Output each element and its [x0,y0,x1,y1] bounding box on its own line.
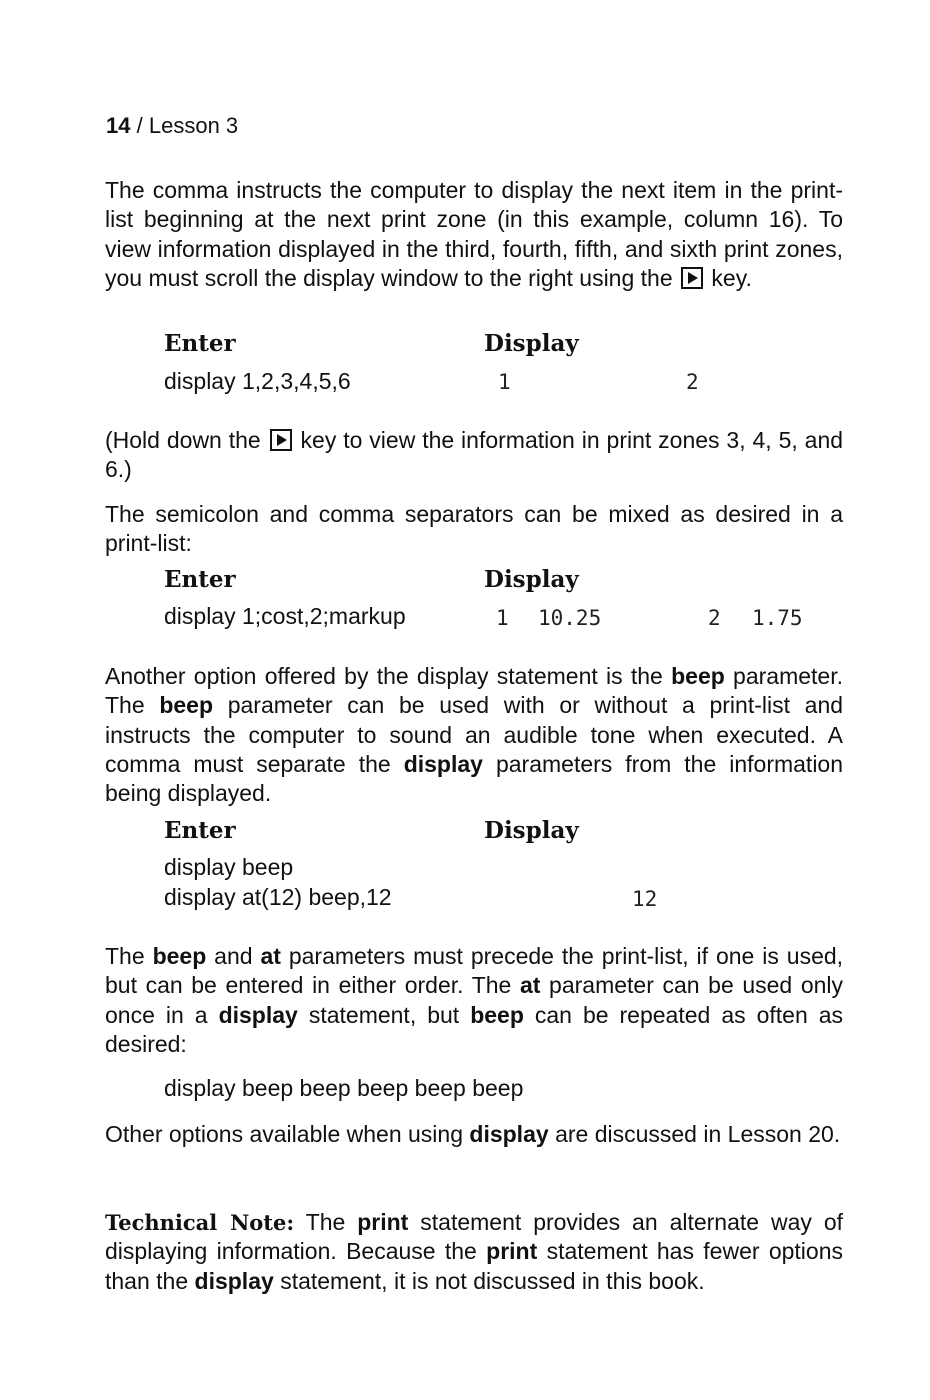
display-output: 1 [496,606,509,630]
keyword: print [486,1238,538,1265]
keyword: beep [470,1001,524,1028]
page-number: 14 [106,113,131,138]
keyword: display [403,750,483,777]
keyword: display [194,1267,274,1294]
paragraph-separators: The semicolon and comma separators can be mixed as desired in a print-list: [105,501,843,557]
paragraph-text: Other options available when using [105,1121,464,1147]
display-output: 2 [708,606,721,630]
example-command: display beep [164,854,294,880]
paragraph-text: key to view the information in print zones 3, 4, 5, and 6.) [105,427,844,483]
page-header [106,113,238,139]
right-arrow-key-icon [270,429,292,451]
paragraph-text: parameters from the information being displayed. [105,750,844,807]
paragraph-text: Another option offered by the display statement is the [105,663,663,689]
paragraph-text: parameter can be used only once in a [105,972,844,1028]
paragraph-beep [105,662,843,808]
paragraph-comma [105,176,843,293]
display-output: 2 [686,370,699,394]
enter-heading: Enter [164,817,236,844]
keyword: print [357,1209,409,1235]
paragraph-other-options [105,1120,843,1149]
paragraph-hold-key [105,426,843,485]
paragraph-text: The [105,943,145,969]
keyword: beep [159,692,214,719]
lesson-title: Lesson 3 [148,113,239,138]
header-separator: / [136,113,143,138]
paragraph-text: statement provides an alternate way of displaying information. Because the [105,1209,844,1265]
paragraph-text: statement has fewer options than the [105,1238,843,1294]
paragraph-text: statement, it is not discussed in this book. [280,1267,705,1294]
paragraph-text: can be repeated as often as desired: [105,1001,844,1057]
display-output: 12 [632,887,658,911]
display-output: 10.25 [538,606,602,630]
keyword: beep [671,663,725,689]
keyword: at [519,972,541,999]
paragraph-text: parameter can be used with or without a print-list and instructs the computer to sound an audible tone when executed. A comma must separate the [105,692,844,777]
keyword: at [260,943,281,969]
keyword: display [218,1001,298,1028]
keyword: beep [152,943,207,969]
paragraph-text: are discussed in Lesson 20. [555,1121,841,1147]
paragraph-text: The [305,1209,346,1235]
enter-heading: Enter [164,330,236,357]
paragraph-text: parameter. The [105,663,843,719]
technical-note-label: Technical Note: [105,1210,295,1235]
keyword: display [469,1121,549,1147]
paragraph-text: parameters must precede the print-list, if one is used, but can be entered in either order. The [105,943,844,999]
right-arrow-key-icon [681,267,703,289]
display-heading: Display [484,566,579,593]
example-command: display 1,2,3,4,5,6 [164,368,351,394]
paragraph-at-beep [105,942,843,1059]
technical-note [105,1208,843,1296]
paragraph-text: (Hold down the [105,427,261,453]
display-heading: Display [484,330,579,357]
display-output: 1 [498,370,511,394]
paragraph-text: The comma instructs the computer to display the next item in the print-list beginning at the next print zone (in this example, column 16). To view information displayed in the third, fourth, fifth, and sixth print zones, you must scroll the display window to the right using the [105,177,843,291]
example-command: display at(12) beep,12 [164,884,392,910]
display-output: 1.75 [752,606,803,630]
paragraph-text: key. [711,264,752,291]
example-command: display 1;cost,2;markup [164,603,406,629]
enter-heading: Enter [164,566,236,593]
paragraph-text: statement, but [308,1001,460,1028]
display-heading: Display [484,817,579,844]
paragraph-text: and [214,943,253,969]
example-command: display beep beep beep beep beep [164,1075,524,1101]
